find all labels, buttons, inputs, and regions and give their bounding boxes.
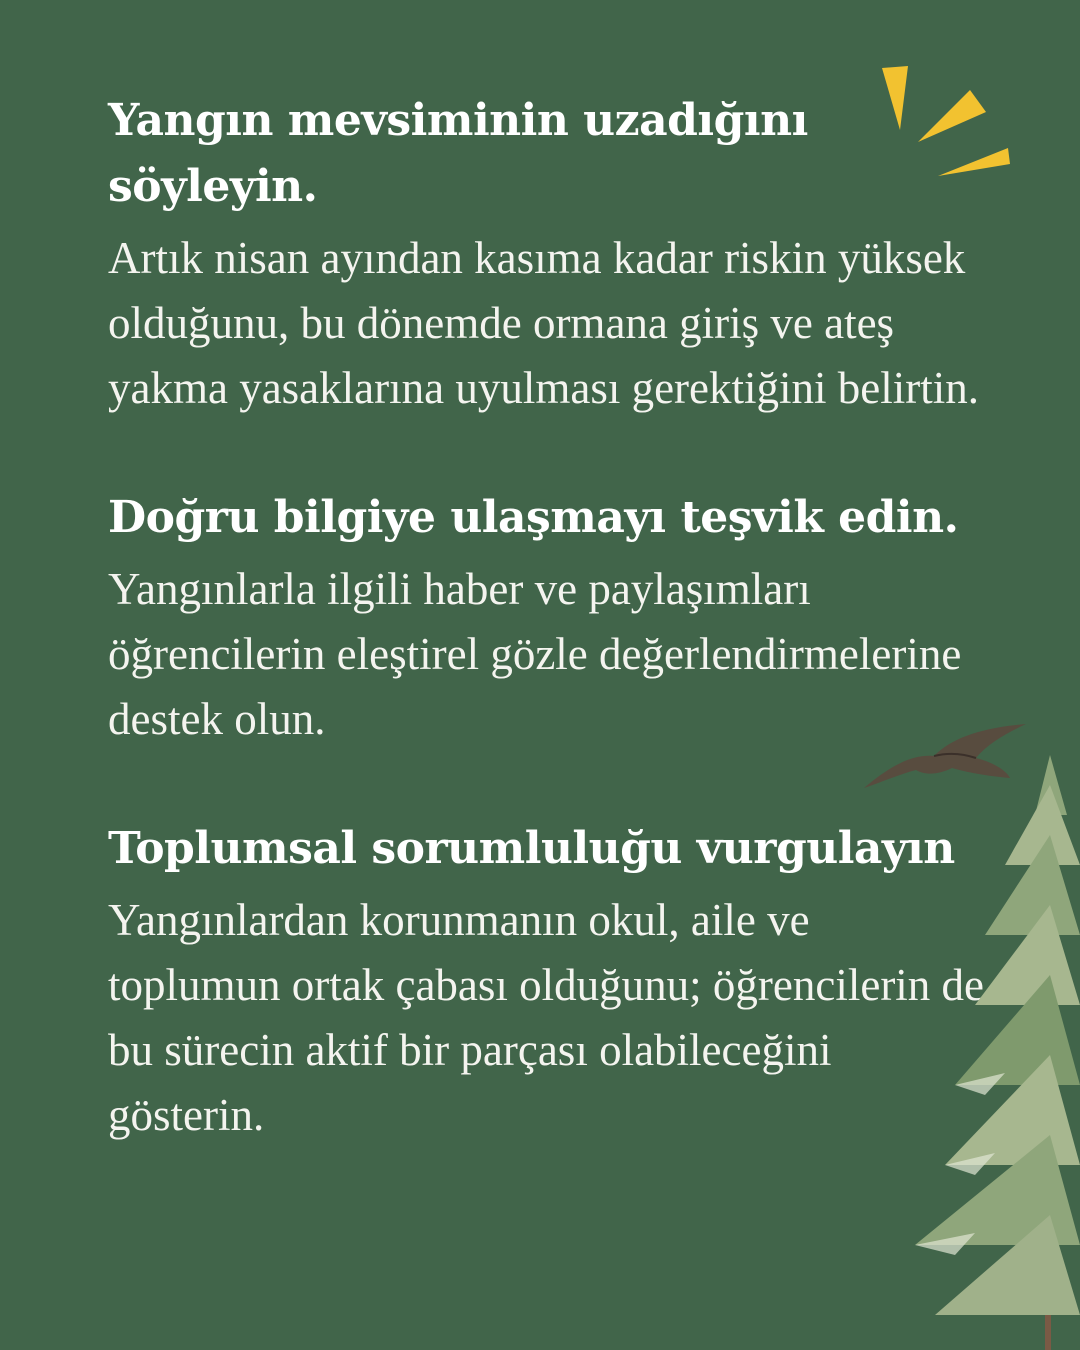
tip-section-accurate-info [108,485,988,752]
pine-tree-illustration [895,755,1080,1350]
tip-section-fire-season [108,88,988,421]
tips-content [108,88,988,1148]
tip-body: Artık nisan ayından kasıma kadar riskin yüksek olduğunu, bu dönemde ormana giriş ve ateş yakma yasaklarına uyulması gerektiğini belirtin. [108,233,979,413]
tip-heading: Toplumsal sorumluluğu vurgulayın [108,823,955,874]
tip-body: Yangınlarla ilgili haber ve paylaşımları öğrencilerin eleştirel gözle değerlendirmelerine destek olun. [108,564,962,744]
tip-body: Yangınlardan korunmanın okul, aile ve toplumun ortak çabası olduğunu; öğrencilerin de bu sürecin aktif bir parçası olabileceğini gösterin. [108,895,985,1140]
sparkle-burst-icon [870,60,1020,190]
tip-section-social-responsibility [108,816,988,1148]
tip-heading: Doğru bilgiye ulaşmayı teşvik edin. [108,492,959,543]
tip-heading: Yangın mevsiminin uzadığını söyleyin. [108,95,808,212]
